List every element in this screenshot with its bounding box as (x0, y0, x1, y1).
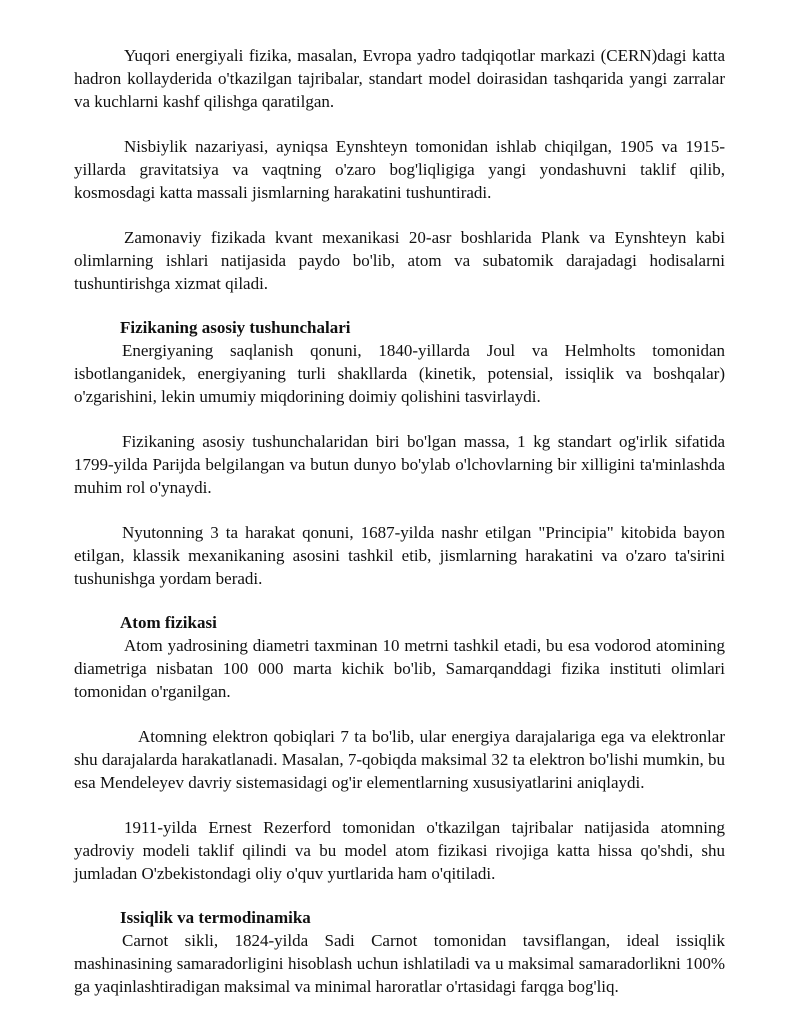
section-heading-basic-concepts: Fizikaning asosiy tushunchalari (120, 318, 351, 337)
paragraph-quantum-mechanics: Zamonaviy fizikada kvant mexanikasi 20-asr boshlarida Plank va Eynshteyn kabi olimlarning ishlari natijasida paydo bo'lib, atom va subatomik darajadagi hodisalarni tushuntirishga xizmat qiladi. (74, 228, 725, 293)
paragraph-mass-standard: Fizikaning asosiy tushunchalaridan biri bo'lgan massa, 1 kg standart og'irlik sifatida 1799-yilda Parijda belgilangan va butun dunyo bo'ylab o'lchovlarning bir xilligini ta'minlashda muhim rol o'ynaydi. (74, 432, 725, 497)
paragraph-atomic-nucleus: Atom yadrosining diametri taxminan 10 metrni tashkil etadi, bu esa vodorod atomining diametriga nisbatan 100 000 marta kichik bo'lib, Samarqanddagi fizika instituti olimlari tomonidan o'rganilgan. (74, 636, 725, 701)
paragraph-relativity: Nisbiylik nazariyasi, ayniqsa Eynshteyn tomonidan ishlab chiqilgan, 1905 va 1915-yillarda gravitatsiya va vaqtning o'zaro bog'liqligiga yangi yondashuvni taklif qilib, kosmosdagi katta massali jismlarning harakatini tushuntiradi. (74, 137, 725, 202)
paragraph-high-energy-physics: Yuqori energiyali fizika, masalan, Evropa yadro tadqiqotlar markazi (CERN)dagi katta hadron kollayderida o'tkazilgan tajribalar, standart model doirasidan tashqarida yangi zarralar va kuchlarni kashf qilishga qaratilgan. (74, 46, 725, 111)
paragraph-electron-shells: Atomning elektron qobiqlari 7 ta bo'lib, ular energiya darajalariga ega va elektronlar shu darajalarda harakatlanadi. Masalan, 7-qobiqda maksimal 32 ta elektron bo'lishi mumkin, bu esa Mendeleyev davriy sistemasidagi og'ir elementlarning xususiyatlarini aniqlaydi. (74, 727, 725, 792)
paragraph-rutherford-model: 1911-yilda Ernest Rezerford tomonidan o'tkazilgan tajribalar natijasida atomning yadroviy modeli taklif qilindi va bu model atom fizikasi rivojiga katta hissa qo'shdi, shu jumladan O'zbekistondagi oliy o'quv yurtlarida ham o'qitiladi. (74, 818, 725, 883)
document-page (74, 44, 725, 1020)
paragraph-carnot-cycle: Carnot sikli, 1824-yilda Sadi Carnot tomonidan tavsiflangan, ideal issiqlik mashinasining samaradorligini hisoblash uchun ishlatiladi va u maksimal samaradorlikni 100% ga yaqinlashtiradigan maksimal va minimal haroratlar o'rtasidagi farqga bog'liq. (74, 931, 725, 996)
section-heading-thermodynamics: Issiqlik va termodinamika (120, 908, 311, 927)
section-heading-atomic-physics: Atom fizikasi (120, 613, 217, 632)
paragraph-energy-conservation: Energiyaning saqlanish qonuni, 1840-yillarda Joul va Helmholts tomonidan isbotlanganidek, energiyaning turli shakllarda (kinetik, potensial, issiqlik va boshqalar) o'zgarishini, lekin umumiy miqdorining doimiy qolishini tasvirlaydi. (74, 341, 725, 406)
paragraph-newton-laws: Nyutonning 3 ta harakat qonuni, 1687-yilda nashr etilgan "Principia" kitobida bayon etilgan, klassik mexanikaning asosini tashkil etib, jismlarning harakatini va o'zaro ta'sirini tushunishga yordam beradi. (74, 523, 725, 588)
